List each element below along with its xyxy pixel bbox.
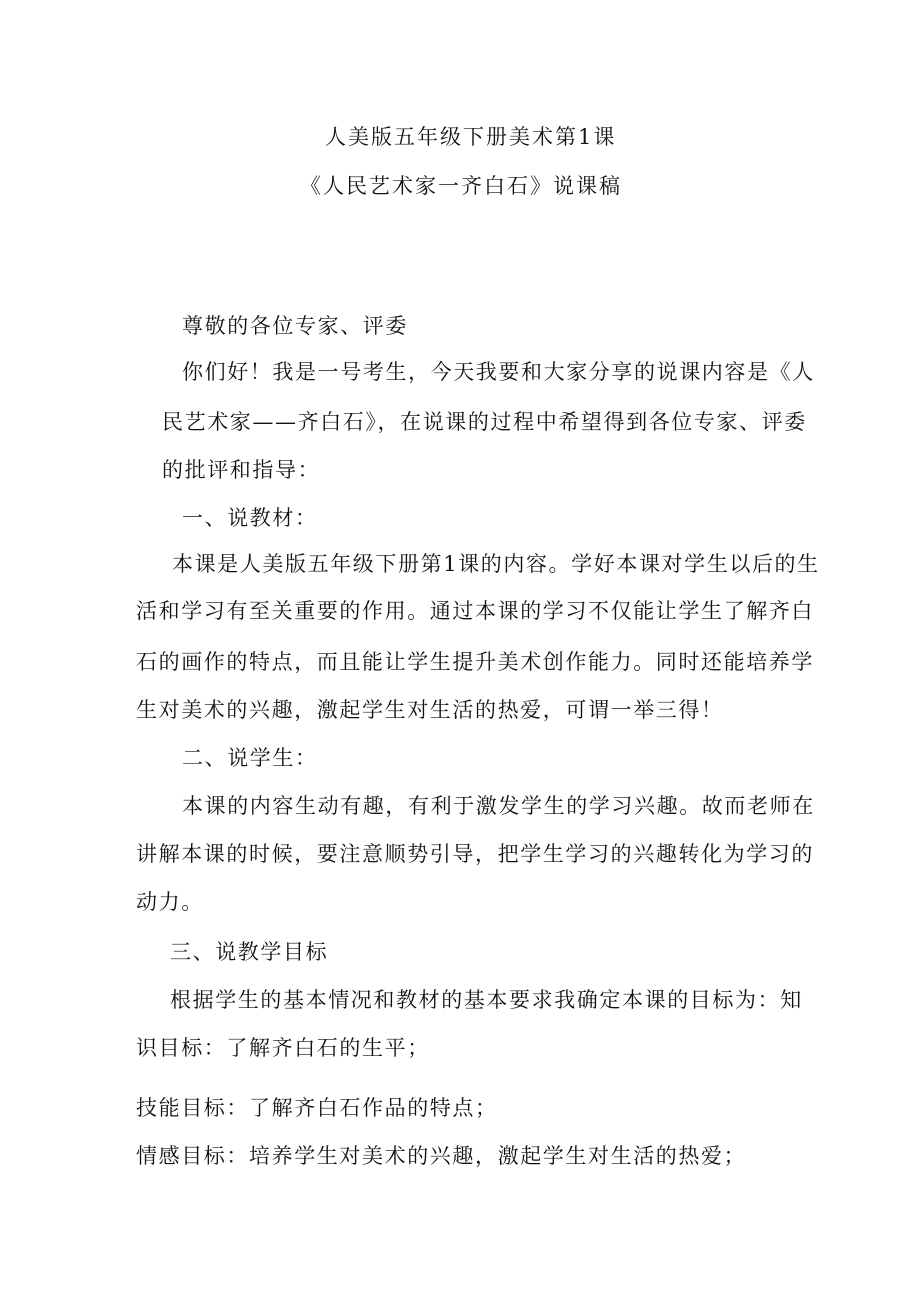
emotion-goal: 情感目标：培养学生对美术的兴趣，激起学生对生活的热爱； <box>136 1144 747 1168</box>
section1-heading: 一、说教材： <box>182 506 318 530</box>
skill-goal: 技能目标：了解齐白石作品的特点； <box>136 1096 498 1120</box>
intro-line-2: 民艺术家——齐白石》，在说课的过程中希望得到各位专家、评委 <box>162 410 807 434</box>
section3-line-1: 根据学生的基本情况和教材的基本要求我确定本课的目标为：知 <box>170 988 803 1012</box>
intro-line-1: 你们好！我是一号考生，今天我要和大家分享的说课内容是《人 <box>182 360 815 384</box>
section2-line-3: 动力。 <box>136 890 204 914</box>
section1-line-3: 石的画作的特点，而且能让学生提升美术创作能力。同时还能培养学 <box>136 650 814 674</box>
document-subtitle: 《人民艺术家一齐白石》说课稿 <box>300 174 622 198</box>
section2-line-2: 讲解本课的时候，要注意顺势引导，把学生学习的兴趣转化为学习的 <box>136 842 814 866</box>
section2-line-1: 本课的内容生动有趣，有利于激发学生的学习兴趣。故而老师在 <box>182 794 815 818</box>
intro-line-3: 的批评和指导： <box>162 458 321 482</box>
section3-heading: 三、说教学目标 <box>170 940 329 964</box>
section1-line-4: 生对美术的兴趣，激起学生对生活的热爱，可谓一举三得！ <box>136 698 724 722</box>
document-title: 人美版五年级下册美术第1课 <box>325 125 617 149</box>
section1-line-2: 活和学习有至关重要的作用。通过本课的学习不仅能让学生了解齐白 <box>136 599 814 623</box>
greeting: 尊敬的各位专家、评委 <box>182 314 408 338</box>
section1-line-1: 本课是人美版五年级下册第1课的内容。学好本课对学生以后的生 <box>172 552 820 576</box>
section2-heading: 二、说学生： <box>182 746 318 770</box>
section3-line-2: 识目标：了解齐白石的生平； <box>136 1036 430 1060</box>
